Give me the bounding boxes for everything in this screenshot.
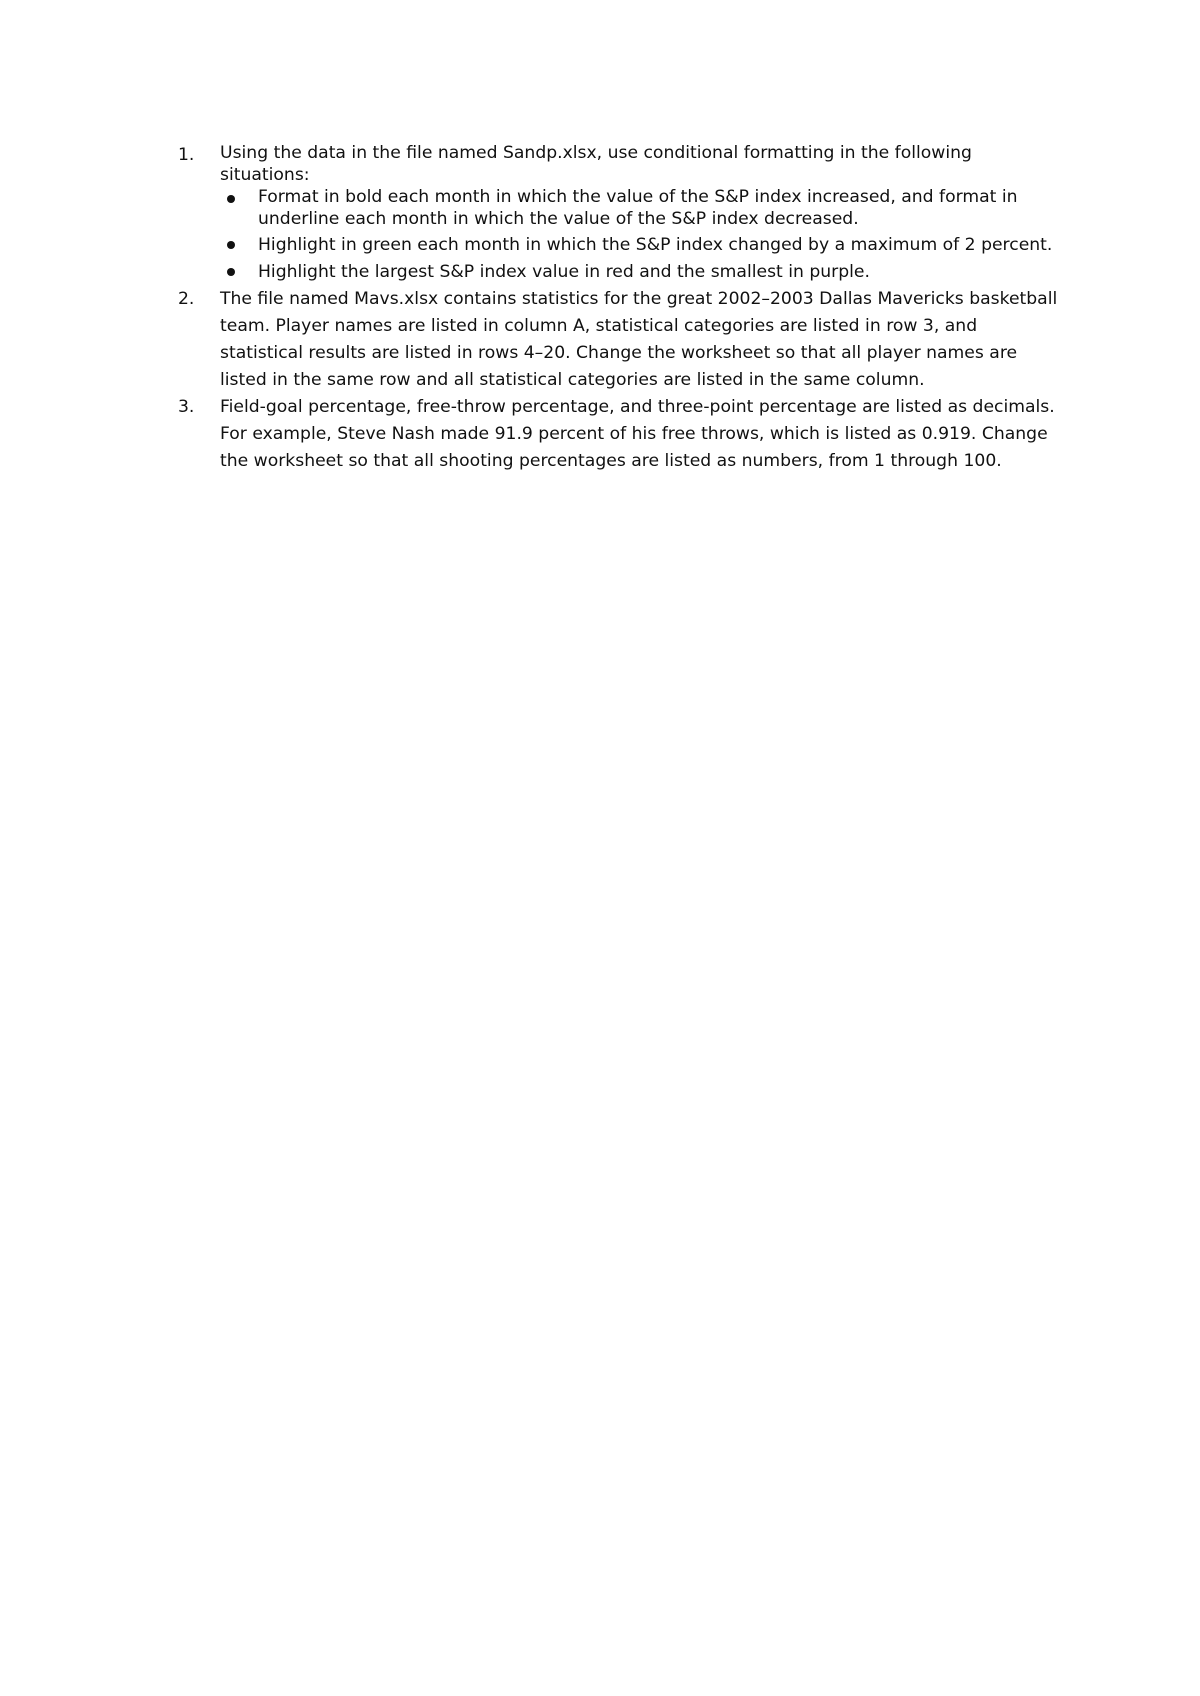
list-item-2 [178,286,1058,394]
bullet-icon [227,241,235,249]
list-item-text: Field-goal percentage, free-throw percentage, and three-point percentage are listed as decimals. For example, Steve Nash made 91.9 percent of his free throws, which is listed as 0.919. Change the worksheet so that all shooting percentages are listed as numbers, from 1 through 100. [220,397,1055,471]
list-item-text: The file named Mavs.xlsx contains statistics for the great 2002–2003 Dallas Mavericks basketball team. Player names are listed in column A, statistical categories are listed in row 3, and statistical results are listed in rows 4–20. Change the worksheet so that all player names are listed in the same row and all statistical categories are listed in the same column. [220,289,1058,390]
bullet-item-3 [220,259,1058,286]
numbered-list [178,142,1058,475]
bullet-text: Highlight the largest S&P index value in red and the smallest in purple. [258,262,870,282]
list-item-3 [178,394,1058,475]
list-number: 2. [178,289,195,309]
list-item-text: Using the data in the file named Sandp.xlsx, use conditional formatting in the following situations: [220,143,972,185]
list-number: 3. [178,397,195,417]
bullet-item-2 [220,232,1058,259]
list-number: 1. [178,145,195,165]
list-item-1 [178,142,1058,286]
bullet-icon [227,195,235,203]
bullet-text: Highlight in green each month in which the S&P index changed by a maximum of 2 percent. [258,235,1053,255]
bullet-icon [227,268,235,276]
bullet-item-1 [220,186,1058,230]
bullet-text: Format in bold each month in which the value of the S&P index increased, and format in underline each month in which the value of the S&P index decreased. [258,187,1018,229]
